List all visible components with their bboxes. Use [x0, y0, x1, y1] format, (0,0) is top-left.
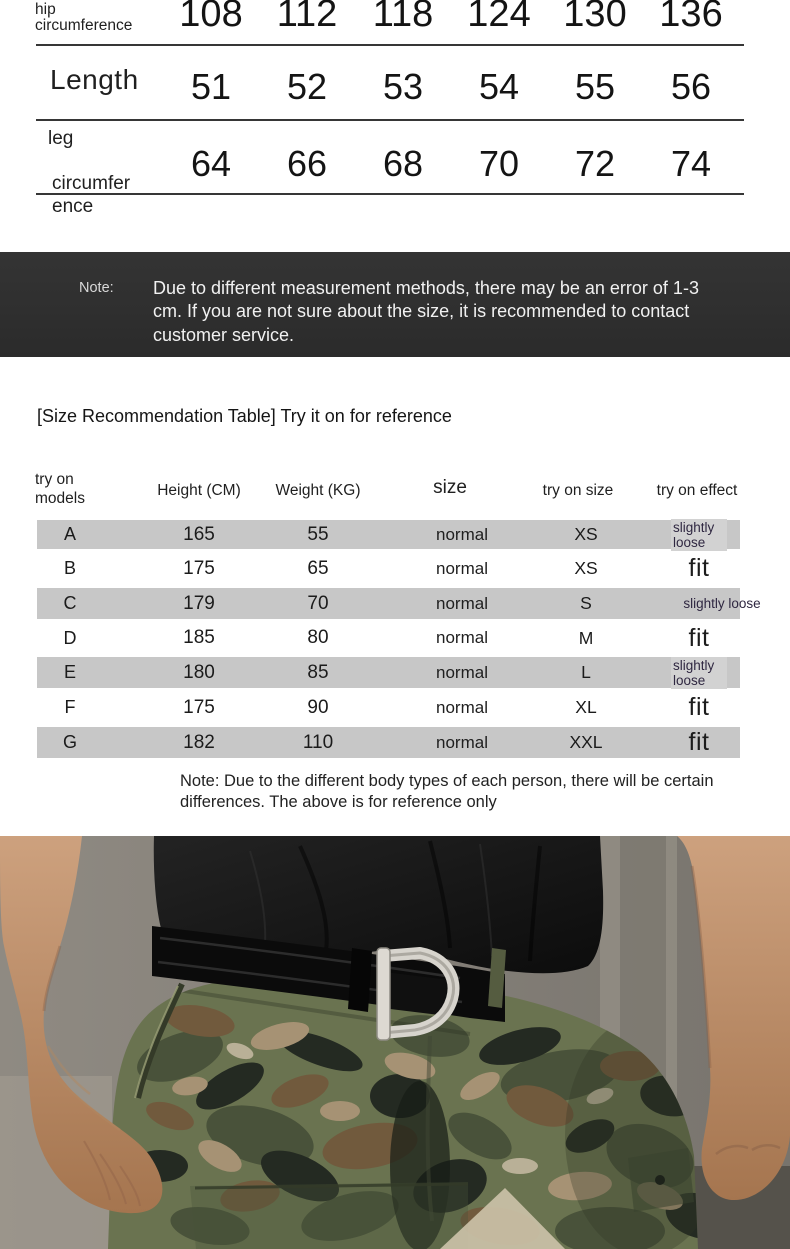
chart-value: 54 [478, 66, 520, 107]
chart-value: 53 [382, 66, 424, 107]
cell-weight: 70 [307, 592, 329, 614]
cell-height: 182 [183, 731, 215, 753]
col-header-height: Height (CM) [157, 482, 241, 499]
recommendation-heading: [Size Recommendation Table] Try it on for reference [37, 406, 452, 426]
row-label: hip [35, 1, 56, 18]
table-row [37, 588, 761, 619]
cell-try-on-size: L [581, 662, 591, 682]
divider [36, 193, 744, 195]
table-row [37, 657, 740, 688]
chart-value: 55 [574, 66, 616, 107]
cell-model: C [63, 593, 77, 613]
cell-weight: 55 [307, 523, 329, 545]
cell-size: normal [436, 662, 488, 682]
cell-height: 180 [183, 661, 215, 683]
recommendation-footnote: Note: Due to the different body types of each person, there will be certain differences. The above is for reference only [180, 772, 714, 811]
chart-value: 108 [179, 0, 243, 35]
cell-model: E [63, 662, 76, 682]
chart-value: 66 [286, 143, 328, 184]
table-row [37, 727, 740, 758]
cell-try-on-effect: slightly loose [654, 520, 744, 549]
cell-size: normal [436, 558, 488, 578]
row-label: Length [50, 64, 139, 95]
note-label: Note: [79, 280, 114, 296]
chart-value: 124 [467, 0, 531, 35]
row-label: ence [52, 196, 94, 217]
chart-value: 118 [372, 0, 434, 35]
cell-size: normal [436, 593, 488, 613]
row-label: leg [48, 128, 74, 149]
chart-value: 51 [190, 66, 232, 107]
cell-height: 165 [183, 523, 215, 545]
cell-weight: 90 [307, 696, 329, 718]
cell-try-on-size: S [580, 593, 592, 613]
chart-value: 112 [276, 0, 338, 35]
left-cargo-flap [190, 1182, 468, 1249]
row-label: circumference [35, 17, 133, 34]
chart-value: 52 [286, 66, 328, 107]
chart-value: 64 [190, 143, 232, 184]
cell-try-on-effect: fit [688, 693, 710, 721]
cell-size: normal [436, 732, 488, 752]
divider [36, 119, 744, 121]
cell-height: 175 [183, 557, 215, 579]
chart-value: 70 [478, 143, 520, 184]
cell-size: normal [436, 628, 488, 647]
chart-value: 56 [670, 66, 712, 107]
cell-height: 185 [183, 627, 215, 648]
cell-weight: 80 [307, 627, 329, 648]
chart-value: 130 [563, 0, 627, 35]
table-row [37, 520, 740, 549]
col-header-try-on-effect: try on effect [656, 482, 738, 499]
cell-model: B [63, 558, 76, 578]
cell-model: F [64, 697, 76, 717]
col-header-models: try on models [35, 471, 85, 507]
row-label: circumfer [52, 173, 131, 194]
cell-height: 179 [183, 592, 215, 614]
cell-weight: 110 [302, 731, 334, 753]
chart-value: 68 [382, 143, 424, 184]
chart-value: 74 [670, 143, 712, 184]
cell-try-on-size: XS [574, 524, 598, 544]
col-header-size: size [433, 477, 467, 498]
cell-weight: 85 [307, 661, 329, 683]
note-text: Due to different measurement methods, there may be an error of 1-3 cm. If you are not sure about the size, it is recommended to contact customer service. [153, 278, 699, 345]
cell-model: D [63, 627, 77, 648]
cell-try-on-effect: fit [688, 728, 710, 756]
divider [36, 44, 744, 46]
cell-model: A [63, 524, 76, 544]
col-header-weight: Weight (KG) [275, 482, 361, 499]
measurement-note-banner [0, 252, 790, 357]
size-chart-table [0, 0, 790, 252]
cell-try-on-size: XL [575, 697, 597, 717]
cell-try-on-size: XS [574, 558, 598, 578]
chart-value: 136 [659, 0, 723, 35]
cell-try-on-effect: slightly loose [654, 657, 744, 688]
cell-try-on-effect: fit [688, 623, 710, 652]
cell-size: normal [436, 697, 488, 717]
product-photo [0, 836, 790, 1249]
col-header-try-on-size: try on size [542, 482, 614, 499]
cell-try-on-size: XXL [569, 732, 603, 752]
table-row [37, 619, 740, 657]
chart-value: 72 [574, 143, 616, 184]
cell-model: G [62, 732, 77, 752]
cell-weight: 65 [307, 557, 329, 579]
table-row [37, 688, 740, 727]
cell-size: normal [436, 524, 488, 544]
cell-try-on-effect: fit [688, 554, 710, 582]
cell-try-on-size: M [578, 627, 594, 648]
table-row [37, 549, 740, 588]
cell-try-on-effect: slightly loose [683, 596, 761, 611]
cell-height: 175 [183, 696, 215, 718]
